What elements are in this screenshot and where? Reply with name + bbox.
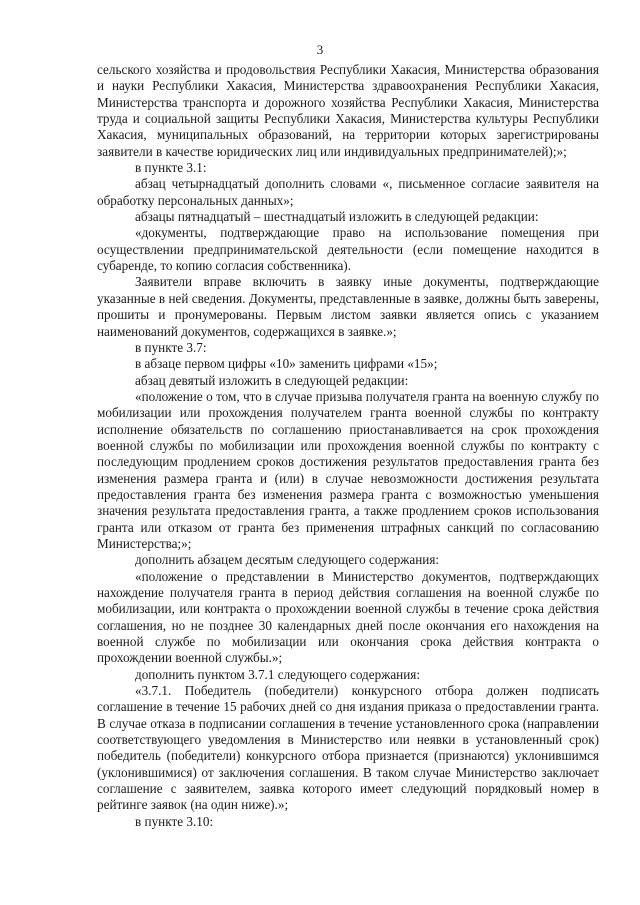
document-body bbox=[97, 62, 599, 830]
paragraph-point-3-10: в пункте 3.10: bbox=[135, 813, 214, 829]
paragraph-abzac-14: абзац четырнадцатый дополнить словами «, письменное согласие заявителя на обработку персональных данных»; bbox=[97, 176, 599, 208]
page-number: 3 bbox=[316, 42, 324, 57]
paragraph-replace-digits: в абзаце первом цифры «10» заменить цифрами «15»; bbox=[135, 356, 438, 372]
paragraph-applicants-may-include: Заявители вправе включить в заявку иные документы, подтверждающие указанные в ней сведения. Документы, представленные в заявке, должны быть заверены, прошиты и пронумерованы. Первым листом заявки является опись с указанием наименований документов, содержащихся в заявке.»; bbox=[97, 274, 599, 339]
paragraph-mobilization-provision: «положение о том, что в случае призыва получателя гранта на военную службу по мобилизации или прохождения получателем гранта военной службы по контракту исполнение обязательств по соглашению приостанавливается на срок прохождения военной службы по мобилизации или прохождения военной службы по контракту с последующим продлением сроков достижения результатов предоставления гранта без изменения размера гранта и (или) в случае невозможности достижения результата предоставления гранта без изменения размера гранта с возможностью уменьшения значения результата предоставления гранта, а также продлением сроков использования гранта или отказом от гранта без применения штрафных санкций по согласованию Министерства;»; bbox=[97, 388, 599, 551]
paragraph-point-3-7: в пункте 3.7: bbox=[135, 339, 207, 355]
paragraph-ministries-list: сельского хозяйства и продовольствия Республики Хакасия, Министерства образования и науки Республики Хакасия, Министерства здравоохранения Республики Хакасия, Министерства транспорта и дорожного хозяйства Республики Хакасия, Министерства труда и социальной защиты Республики Хакасия, Министерства культуры Республики Хакасия, муниципальных образований, на территории которых зарегистрированы заявители в качестве юридических лиц или индивидуальных предпринимателей);»; bbox=[97, 62, 599, 159]
paragraph-abzacy-15-16: абзацы пятнадцатый – шестнадцатый изложить в следующей редакции: bbox=[135, 209, 539, 225]
paragraph-point-3-7-1-text: «3.7.1. Победитель (победители) конкурсного отбора должен подписать соглашение в течение 15 рабочих дней со дня издания приказа о предоставлении гранта. В случае отказа в подписании соглашения в течение установленного срока (направлении соответствующего уведомления в Министерство или неявки в установленный срок) победитель (победители) конкурсного отбора признается (признаются) уклонившимся (уклонившимися) от заключения соглашения. В таком случае Министерство заключает соглашение с заявителем, заявка которого имеет следующий порядковый номер в рейтинге заявок (на один ниже).»; bbox=[97, 683, 599, 813]
paragraph-documents-provision: «положение о представлении в Министерство документов, подтверждающих нахождение получателя гранта в период действия соглашения на военной службе по мобилизации, или контракта о прохождении военной службы в течение срока действия соглашения, но не позднее 30 календарных дней после окончания его нахождения на военной службе по мобилизации или окончания срока действия контракта о прохождении военной службы.»; bbox=[97, 568, 599, 666]
paragraph-documents-premises: «документы, подтверждающие право на использование помещения при осуществлении предпринимательской деятельности (если помещение находится в субаренде, то копию согласия собственника). bbox=[97, 225, 599, 274]
paragraph-abzac-9: абзац девятый изложить в следующей редакции: bbox=[135, 372, 409, 388]
paragraph-point-3-1: в пункте 3.1: bbox=[135, 160, 207, 176]
paragraph-add-abzac-10: дополнить абзацем десятым следующего содержания: bbox=[135, 552, 440, 568]
paragraph-add-point-3-7-1: дополнить пунктом 3.7.1 следующего содержания: bbox=[135, 666, 421, 682]
